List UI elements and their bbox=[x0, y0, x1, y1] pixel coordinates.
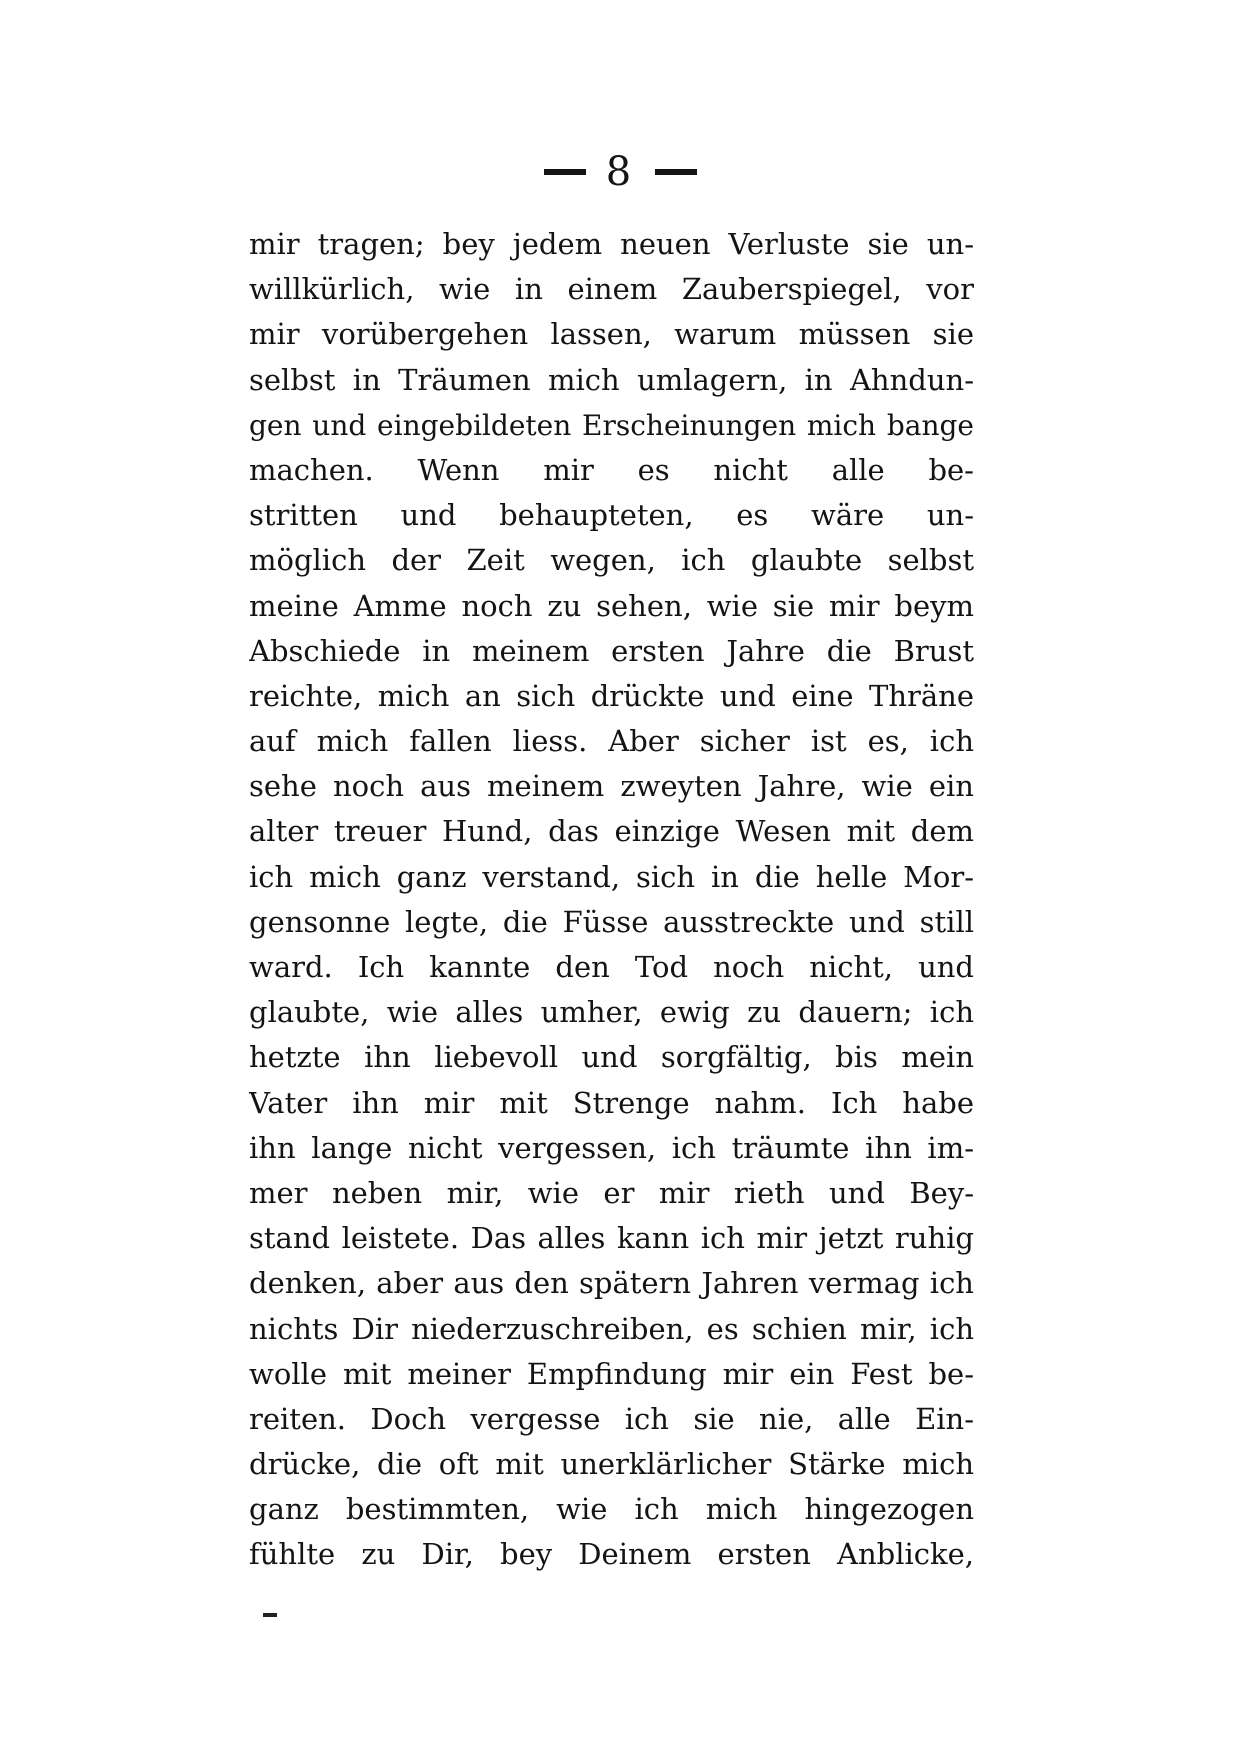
text-line: willkürlich, wie in einem Zauberspiegel, vor bbox=[249, 272, 974, 307]
header-dash-right bbox=[655, 169, 697, 175]
text-line: Abschiede in meinem ersten Jahre die Brust bbox=[249, 633, 974, 668]
text-line: möglich der Zeit wegen, ich glaubte selbst bbox=[249, 543, 974, 578]
text-line: meine Amme noch zu sehen, wie sie mir beym bbox=[249, 588, 974, 623]
text-line: hetzte ihn liebevoll und sorgfältig, bis mein bbox=[249, 1040, 974, 1075]
footer-mark bbox=[263, 1613, 277, 1617]
text-line: gensonne legte, die Füsse ausstreckte und still bbox=[249, 904, 974, 939]
text-line: stritten und behaupteten, es wäre un- bbox=[249, 498, 974, 533]
text-line: gen und eingebildeten Erscheinungen mich bange bbox=[249, 408, 974, 442]
text-line: mir tragen; bey jedem neuen Verluste sie un- bbox=[249, 227, 974, 261]
text-line: ich mich ganz verstand, sich in die helle Mor- bbox=[249, 859, 974, 894]
text-line: ihn lange nicht vergessen, ich träumte ihn im- bbox=[249, 1130, 974, 1165]
text-line: alter treuer Hund, das einzige Wesen mit dem bbox=[249, 814, 974, 849]
text-line: denken, aber aus den spätern Jahren vermag ich bbox=[249, 1266, 974, 1301]
page-header bbox=[0, 142, 1241, 202]
header-dash-left bbox=[544, 169, 586, 175]
text-line: wolle mit meiner Empfindung mir ein Fest be- bbox=[249, 1356, 974, 1391]
page-number: 8 bbox=[605, 149, 636, 195]
text-line: auf mich fallen liess. Aber sicher ist es, ich bbox=[249, 724, 974, 759]
text-line: reichte, mich an sich drückte und eine Thräne bbox=[249, 678, 974, 713]
text-line: stand leistete. Das alles kann ich mir jetzt ruhig bbox=[249, 1221, 974, 1256]
text-line: ward. Ich kannte den Tod noch nicht, und bbox=[249, 950, 974, 984]
text-line: machen. Wenn mir es nicht alle be- bbox=[249, 452, 974, 487]
text-line: drücke, die oft mit unerklärlicher Stärke mich bbox=[249, 1447, 974, 1482]
text-line: mer neben mir, wie er mir rieth und Bey- bbox=[249, 1175, 974, 1210]
text-line: glaubte, wie alles umher, ewig zu dauern; ich bbox=[249, 995, 974, 1030]
body-text bbox=[249, 222, 974, 1578]
text-line: fühlte zu Dir, bey Deinem ersten Anblicke, bbox=[249, 1537, 974, 1572]
text-line: reiten. Doch vergesse ich sie nie, alle Ein- bbox=[249, 1401, 974, 1436]
text-line: nichts Dir niederzuschreiben, es schien mir, ich bbox=[249, 1311, 974, 1346]
text-line: Vater ihn mir mit Strenge nahm. Ich habe bbox=[249, 1085, 974, 1120]
text-line: sehe noch aus meinem zweyten Jahre, wie ein bbox=[249, 769, 974, 804]
text-line: mir vorübergehen lassen, warum müssen sie bbox=[249, 317, 974, 352]
text-line: selbst in Träumen mich umlagern, in Ahndun- bbox=[249, 362, 974, 397]
text-line: ganz bestimmten, wie ich mich hingezogen bbox=[249, 1492, 974, 1527]
